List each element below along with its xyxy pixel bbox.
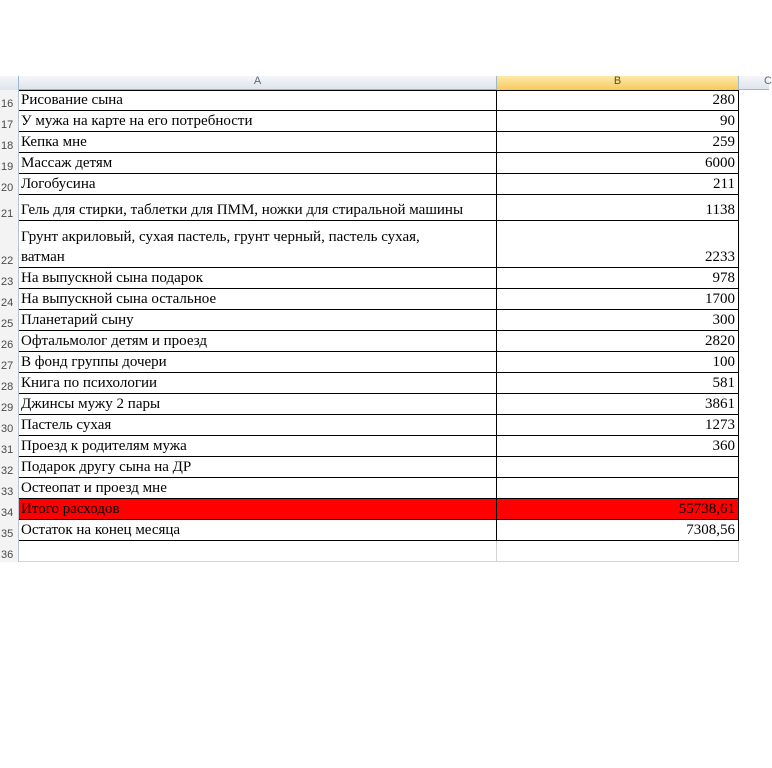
column-header-a[interactable]: A [19, 76, 497, 90]
total-expenses-row [0, 499, 769, 520]
month-end-balance-row [0, 520, 769, 541]
cell-label[interactable]: У мужа на карте на его потребности [19, 111, 497, 132]
cell-value[interactable]: 978 [497, 268, 739, 289]
row-number[interactable]: 22 [0, 221, 19, 268]
cell-value[interactable]: 300 [497, 310, 739, 331]
row-number[interactable]: 29 [0, 394, 19, 415]
cell-value[interactable] [497, 478, 739, 499]
select-all-corner[interactable] [0, 76, 19, 90]
row-number[interactable]: 30 [0, 415, 19, 436]
cell-label[interactable]: На выпускной сына остальное [19, 289, 497, 310]
table-row [0, 310, 769, 331]
cell-value[interactable]: 2820 [497, 331, 739, 352]
cell-value[interactable]: 1138 [497, 195, 739, 221]
row-number[interactable]: 16 [0, 90, 19, 111]
row-number[interactable]: 18 [0, 132, 19, 153]
table-row [0, 541, 769, 562]
cell-label[interactable]: Рисование сына [19, 90, 497, 111]
row-number[interactable]: 26 [0, 331, 19, 352]
cell-label[interactable]: Офтальмолог детям и проезд [19, 331, 497, 352]
row-number[interactable]: 24 [0, 289, 19, 310]
table-row [0, 373, 769, 394]
table-row [0, 436, 769, 457]
cell-label[interactable] [19, 541, 497, 562]
table-row [0, 195, 769, 221]
table-row [0, 352, 769, 373]
cell-value[interactable]: 6000 [497, 153, 739, 174]
table-row [0, 221, 769, 268]
cell-value[interactable]: 3861 [497, 394, 739, 415]
cell-label[interactable]: Планетарий сыну [19, 310, 497, 331]
cell-label[interactable]: Грунт акриловый, сухая пастель, грунт черный, пастель сухая, ватман [19, 221, 497, 268]
cell-label[interactable]: Пастель сухая [19, 415, 497, 436]
cell-value[interactable]: 2233 [497, 221, 739, 268]
column-header-bar [0, 75, 772, 90]
cell-value[interactable]: 280 [497, 90, 739, 111]
table-row [0, 415, 769, 436]
cell-value[interactable]: 581 [497, 373, 739, 394]
cell-value[interactable]: 90 [497, 111, 739, 132]
table-row [0, 289, 769, 310]
cell-label[interactable]: На выпускной сына подарок [19, 268, 497, 289]
row-number[interactable]: 33 [0, 478, 19, 499]
table-row [0, 90, 769, 111]
cell-label[interactable]: Джинсы мужу 2 пары [19, 394, 497, 415]
table-row [0, 111, 769, 132]
cell-label[interactable]: Остеопат и проезд мне [19, 478, 497, 499]
row-number[interactable]: 23 [0, 268, 19, 289]
cell-value[interactable] [497, 541, 739, 562]
balance-value[interactable]: 7308,56 [497, 520, 739, 541]
cell-value[interactable]: 1273 [497, 415, 739, 436]
row-number[interactable]: 28 [0, 373, 19, 394]
cell-label[interactable]: Проезд к родителям мужа [19, 436, 497, 457]
row-number[interactable]: 21 [0, 195, 19, 221]
table-row [0, 331, 769, 352]
table-row [0, 457, 769, 478]
cell-label[interactable]: В фонд группы дочери [19, 352, 497, 373]
table-row [0, 268, 769, 289]
row-number[interactable]: 32 [0, 457, 19, 478]
cell-value[interactable] [497, 457, 739, 478]
cell-value[interactable]: 211 [497, 174, 739, 195]
row-number[interactable]: 27 [0, 352, 19, 373]
row-number[interactable]: 36 [0, 541, 19, 562]
cell-value[interactable]: 100 [497, 352, 739, 373]
column-header-c[interactable]: C [764, 75, 772, 87]
cell-value[interactable]: 1700 [497, 289, 739, 310]
cell-value[interactable]: 360 [497, 436, 739, 457]
table-row [0, 478, 769, 499]
balance-label[interactable]: Остаток на конец месяца [19, 520, 497, 541]
table-row [0, 153, 769, 174]
cell-value[interactable]: 259 [497, 132, 739, 153]
cell-label[interactable]: Логобусина [19, 174, 497, 195]
row-number[interactable]: 35 [0, 520, 19, 541]
row-number[interactable]: 25 [0, 310, 19, 331]
column-header-b[interactable]: B [497, 76, 739, 90]
row-number[interactable]: 17 [0, 111, 19, 132]
row-number[interactable]: 19 [0, 153, 19, 174]
total-expenses-value[interactable]: 55738,61 [497, 499, 739, 520]
cell-label[interactable]: Подарок другу сына на ДР [19, 457, 497, 478]
cell-label[interactable]: Книга по психологии [19, 373, 497, 394]
cell-label[interactable]: Кепка мне [19, 132, 497, 153]
table-row [0, 174, 769, 195]
spreadsheet-grid [0, 75, 772, 568]
row-number[interactable]: 31 [0, 436, 19, 457]
total-expenses-label[interactable]: Итого расходов [19, 499, 497, 520]
cell-label[interactable]: Гель для стирки, таблетки для ПММ, ножки для стиральной машины [19, 195, 497, 221]
row-number[interactable]: 20 [0, 174, 19, 195]
cell-label[interactable]: Массаж детям [19, 153, 497, 174]
table-row [0, 132, 769, 153]
row-number[interactable]: 34 [0, 499, 19, 520]
table-row [0, 394, 769, 415]
